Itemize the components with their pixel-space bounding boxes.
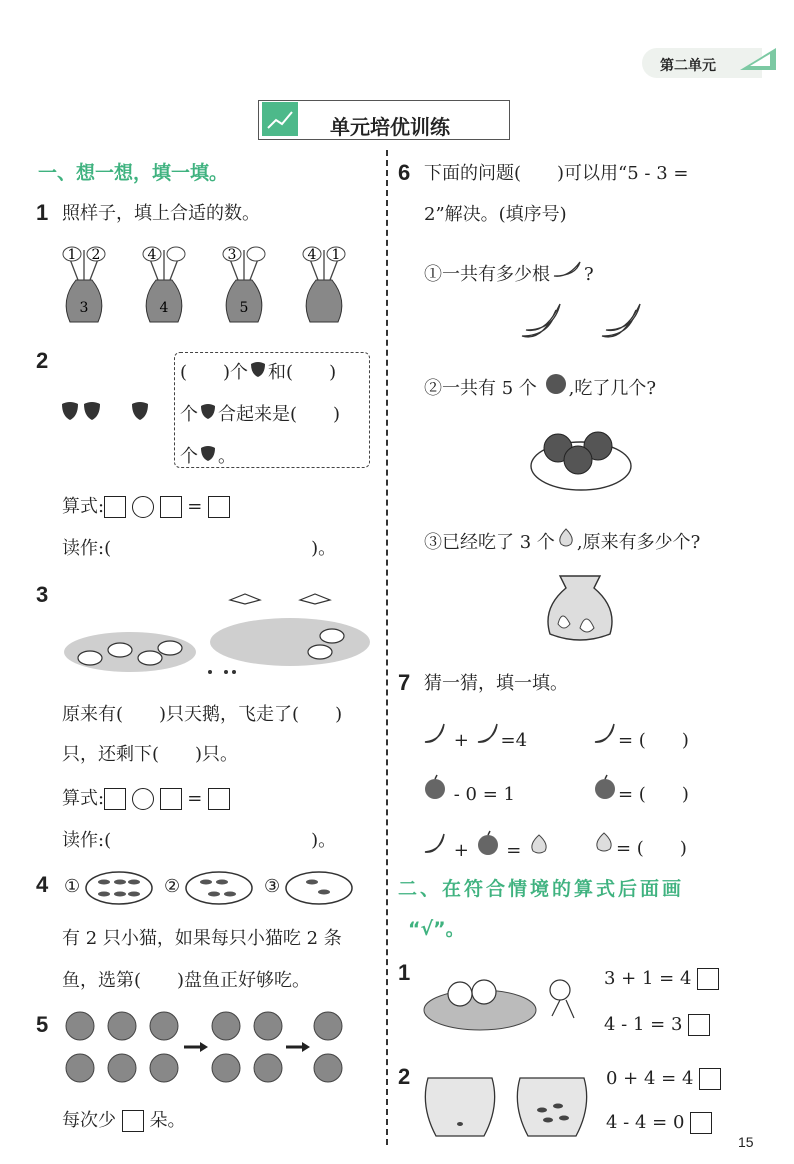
- strawberry-icon: [198, 444, 218, 462]
- swan-scene: [60, 580, 370, 680]
- q6-opt1: ①一共有多少根 ?: [424, 258, 594, 284]
- vase-flower-number: 1: [331, 247, 341, 263]
- q7-text: 猜一猜，填一填。: [424, 673, 568, 694]
- q1-text: 照样子，填上合适的数。: [62, 203, 260, 224]
- q5-number: 5: [36, 1012, 49, 1037]
- s2-q1-eq2: 4 - 1 = 3: [604, 1014, 710, 1036]
- fish-bowls: [420, 1066, 590, 1146]
- plate-of-oranges: [528, 418, 634, 494]
- q7-row1-right: = ( ): [592, 720, 689, 750]
- q3-read: 读作:( )。: [62, 830, 337, 851]
- column-divider: [386, 150, 388, 1145]
- chart-icon: [262, 102, 298, 136]
- orange-icon: [543, 372, 569, 394]
- q4-line2: 鱼，选第( )盘鱼正好够吃。: [62, 970, 311, 991]
- strawberry-icon: [198, 402, 218, 420]
- apple-icon: [422, 774, 448, 800]
- vase-group: [50, 240, 380, 330]
- answer-box[interactable]: [104, 788, 126, 810]
- q4-line1: 有 2 只小猫，如果每只小猫吃 2 条: [62, 928, 342, 949]
- section1-heading: 一、想一想，填一填。: [38, 162, 229, 184]
- banana-icon: [475, 720, 501, 746]
- q2-read: 读作:( )。: [62, 538, 337, 559]
- check-box[interactable]: [688, 1014, 710, 1036]
- q3-line2: 只，还剩下( )只。: [62, 744, 239, 765]
- q3-number: 3: [36, 582, 49, 607]
- answer-box[interactable]: [208, 496, 230, 518]
- vase-flower-number: 3: [227, 247, 237, 263]
- peach-icon: [592, 830, 616, 854]
- vase-total-number: 4: [159, 300, 169, 316]
- section2-heading-line2: “√”。: [408, 918, 465, 940]
- q7-row3-right: = ( ): [592, 830, 687, 858]
- q7-row2-right: = ( ): [592, 774, 689, 804]
- vase-total-number: 3: [79, 300, 89, 316]
- section2-heading-line1: 二、在符合情境的算式后面画: [398, 878, 685, 900]
- q2-number: 2: [36, 348, 49, 373]
- q6-line2: 2”解决。(填序号): [424, 204, 567, 225]
- peach-bag: [540, 568, 620, 648]
- q4-number: 4: [36, 872, 49, 897]
- banana-icon: [550, 258, 584, 280]
- q7-row2-left: - 0 = 1: [422, 774, 515, 804]
- q4-opt3[interactable]: ③: [264, 876, 281, 897]
- s2-q1-number: 1: [398, 960, 411, 985]
- fish-plates: [84, 868, 354, 908]
- answer-box[interactable]: [104, 496, 126, 518]
- vase-flower-number: 4: [307, 247, 317, 263]
- apple-icon: [592, 774, 618, 800]
- peach-icon: [555, 526, 577, 548]
- banana-icon: [422, 830, 448, 856]
- banana-bunches: [516, 300, 646, 346]
- q4-opt2[interactable]: ②: [164, 876, 181, 897]
- vase-flower-number: 2: [91, 247, 101, 263]
- strawberry-icon: [248, 360, 268, 378]
- flower-sequence: [60, 1008, 360, 1088]
- s2-q2-eq2: 4 - 4 = 0: [606, 1112, 712, 1134]
- q2-formula: 算式: =: [62, 496, 230, 518]
- q3-line1: 原来有( )只天鹅，飞走了( ): [62, 704, 343, 725]
- q6-opt2: ②一共有 5 个 ,吃了几个?: [424, 372, 656, 398]
- s2-q2-eq1: 0 + 4 = 4: [606, 1068, 721, 1090]
- q7-row3-left: + =: [422, 830, 551, 860]
- check-box[interactable]: [697, 968, 719, 990]
- s2-q2-number: 2: [398, 1064, 411, 1089]
- q1-number: 1: [36, 200, 49, 225]
- operator-circle[interactable]: [132, 788, 154, 810]
- vase-total-number: 5: [239, 300, 249, 316]
- q6-opt3: ③已经吃了 3 个 ,原来有多少个?: [424, 526, 700, 552]
- page-title: 单元培优训练: [330, 115, 450, 139]
- q2-line3: 个 。: [180, 446, 236, 467]
- q6-line1: 下面的问题( )可以用“5 - 3 =: [424, 163, 689, 184]
- q6-number: 6: [398, 160, 411, 185]
- q4-opt1[interactable]: ①: [64, 876, 81, 897]
- answer-box[interactable]: [208, 788, 230, 810]
- apple-icon: [475, 830, 501, 856]
- answer-box[interactable]: [160, 788, 182, 810]
- frogs-on-lily-pad: [420, 962, 590, 1036]
- banana-icon: [422, 720, 448, 746]
- unit-label: 第二单元: [660, 58, 716, 74]
- q2-line2: 个 合起来是( ): [180, 404, 341, 425]
- s2-q1-eq1: 3 + 1 = 4: [604, 968, 719, 990]
- q7-number: 7: [398, 670, 411, 695]
- q5-text: 每次少 朵。: [62, 1110, 186, 1131]
- strawberry-group: [58, 398, 158, 424]
- ruler-icon: [736, 44, 780, 74]
- q3-formula: 算式: =: [62, 788, 230, 810]
- peach-icon: [527, 832, 551, 856]
- vase-flower-number: 4: [147, 247, 157, 263]
- banana-icon: [592, 720, 618, 746]
- answer-box[interactable]: [122, 1110, 144, 1132]
- vase-flower-number: 1: [67, 247, 77, 263]
- q7-row1-left: + =4: [422, 720, 527, 750]
- check-box[interactable]: [699, 1068, 721, 1090]
- answer-box[interactable]: [160, 496, 182, 518]
- operator-circle[interactable]: [132, 496, 154, 518]
- check-box[interactable]: [690, 1112, 712, 1134]
- page-number: 15: [738, 1134, 754, 1150]
- q2-line1: ( )个 和( ): [180, 362, 337, 383]
